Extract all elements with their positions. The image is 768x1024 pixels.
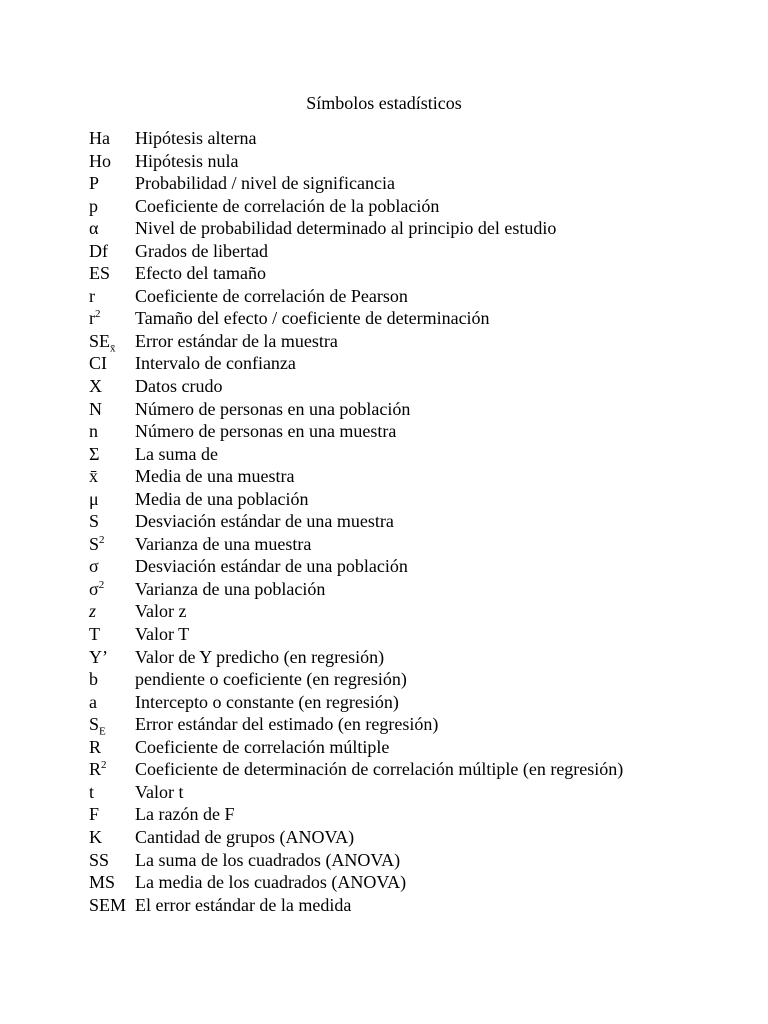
symbol-meaning: Valor z xyxy=(135,601,187,622)
symbol-meaning: La suma de xyxy=(135,443,218,464)
symbol xyxy=(89,578,135,600)
symbol xyxy=(89,871,135,893)
symbol xyxy=(89,849,135,871)
symbol-base: p xyxy=(89,195,98,216)
symbol-base: σ xyxy=(89,556,99,577)
symbol-meaning: La razón de F xyxy=(135,804,235,825)
symbol-meaning: pendiente o coeficiente (en regresión) xyxy=(135,669,407,690)
symbol-subscript: x̄ xyxy=(110,342,116,355)
symbol-meaning: Valor T xyxy=(135,624,190,645)
symbol xyxy=(89,240,135,262)
symbol xyxy=(89,172,135,194)
symbol xyxy=(89,443,135,465)
symbol xyxy=(89,691,135,713)
symbol-meaning: La media de los cuadrados (ANOVA) xyxy=(135,872,407,893)
symbol-base: Ho xyxy=(89,150,111,171)
symbol-base: X xyxy=(89,376,102,397)
symbol-meaning: Valor t xyxy=(135,781,184,802)
symbol-base: F xyxy=(89,804,100,825)
symbol xyxy=(89,894,135,916)
symbol xyxy=(89,533,135,555)
symbol-meaning: Varianza de una población xyxy=(135,578,326,599)
symbol-base: R xyxy=(89,759,102,780)
symbol xyxy=(89,465,135,487)
symbol-superscript: 2 xyxy=(95,308,101,321)
symbol-meaning: Intervalo de confianza xyxy=(135,353,296,374)
symbol-meaning: Error estándar del estimado (en regresión) xyxy=(135,714,439,735)
symbol-base: SEM xyxy=(89,894,127,915)
symbol-meaning: Coeficiente de correlación múltiple xyxy=(135,736,390,757)
symbol xyxy=(89,826,135,848)
symbol-base: Df xyxy=(89,240,108,261)
symbol-meaning: Error estándar de la muestra xyxy=(135,330,338,351)
page-title: Símbolos estadísticos xyxy=(306,93,462,113)
symbol-base: n xyxy=(89,421,98,442)
symbol xyxy=(89,510,135,532)
symbol-base: T xyxy=(89,624,100,645)
symbol xyxy=(89,420,135,442)
symbol-base: z xyxy=(89,601,97,622)
symbol xyxy=(89,781,135,803)
symbol-meaning: El error estándar de la medida xyxy=(135,894,352,915)
symbol-meaning: Valor de Y predicho (en regresión) xyxy=(135,646,385,667)
symbol-meaning: Grados de libertad xyxy=(135,240,268,261)
symbol xyxy=(89,398,135,420)
symbol-meaning: Hipótesis nula xyxy=(135,150,239,171)
symbol-meaning: Número de personas en una muestra xyxy=(135,421,397,442)
symbol-meaning: Efecto del tamaño xyxy=(135,263,266,284)
symbol-meaning: Cantidad de grupos (ANOVA) xyxy=(135,826,355,847)
symbol-base: MS xyxy=(89,872,116,893)
symbol-meaning: Tamaño del efecto / coeficiente de determinación xyxy=(135,308,490,329)
symbol xyxy=(89,668,135,690)
symbol xyxy=(89,555,135,577)
symbol xyxy=(89,488,135,510)
symbol-meaning: Nivel de probabilidad determinado al principio del estudio xyxy=(135,218,557,239)
symbol-base: α xyxy=(89,218,99,239)
symbol-base: a xyxy=(89,691,97,712)
symbol-superscript: 2 xyxy=(98,578,105,591)
symbol-meaning: Media de una muestra xyxy=(135,466,295,487)
symbol-base: Ha xyxy=(89,128,110,148)
symbol-meaning: La suma de los cuadrados (ANOVA) xyxy=(135,849,401,870)
symbol xyxy=(89,217,135,239)
symbol xyxy=(89,330,135,355)
symbol xyxy=(89,713,135,738)
symbol xyxy=(89,150,135,172)
symbol-base: R xyxy=(89,736,102,757)
symbol-meaning: Coeficiente de correlación de Pearson xyxy=(135,285,408,306)
symbol-meaning: Desviación estándar de una población xyxy=(135,556,408,577)
symbol-meaning: Desviación estándar de una muestra xyxy=(135,511,394,532)
symbol xyxy=(89,375,135,397)
symbol xyxy=(89,803,135,825)
symbol-superscript: 2 xyxy=(101,759,107,772)
symbol-base: SE xyxy=(89,330,111,351)
symbol-base: SS xyxy=(89,849,110,870)
symbol xyxy=(89,285,135,307)
symbol-base: K xyxy=(89,826,102,847)
symbol-base: S xyxy=(89,533,100,554)
symbol-meaning: Coeficiente de determinación de correlación múltiple (en regresión) xyxy=(135,759,624,780)
symbol-base: x̄ xyxy=(89,466,98,487)
symbol-base: μ xyxy=(89,488,99,509)
symbol-base: S xyxy=(89,714,100,735)
symbol-base: r xyxy=(89,285,95,306)
symbol xyxy=(89,736,135,758)
symbol-base: Σ xyxy=(89,443,100,464)
symbol-meaning: Intercepto o constante (en regresión) xyxy=(135,691,399,712)
symbol-base: ES xyxy=(89,263,111,284)
symbol-meaning: Media de una población xyxy=(135,488,309,509)
symbol-base: N xyxy=(89,398,102,419)
symbol xyxy=(89,600,135,622)
symbol xyxy=(89,352,135,374)
symbol-subscript: E xyxy=(99,725,106,738)
symbol-base: CI xyxy=(89,353,107,374)
symbol xyxy=(89,127,135,149)
symbol-base: Y’ xyxy=(89,646,108,667)
symbol-meaning: Probabilidad / nivel de significancia xyxy=(135,173,395,194)
symbol-superscript: 2 xyxy=(99,533,105,546)
symbol-base: S xyxy=(89,511,100,532)
symbol xyxy=(89,623,135,645)
symbol-meaning: Datos crudo xyxy=(135,376,223,397)
symbol-base: b xyxy=(89,669,98,690)
symbol xyxy=(89,646,135,668)
symbol xyxy=(89,758,135,780)
symbol-base: t xyxy=(89,781,95,802)
symbol-base: r xyxy=(89,308,95,329)
symbol xyxy=(89,262,135,284)
symbol-base: σ xyxy=(89,578,99,599)
symbol-base: P xyxy=(89,173,100,194)
symbol-meaning: Coeficiente de correlación de la población xyxy=(135,195,440,216)
symbol-meaning: Hipótesis alterna xyxy=(135,128,257,148)
symbol xyxy=(89,307,135,329)
symbol-meaning: Varianza de una muestra xyxy=(135,533,312,554)
symbol xyxy=(89,195,135,217)
symbol-meaning: Número de personas en una población xyxy=(135,398,411,419)
